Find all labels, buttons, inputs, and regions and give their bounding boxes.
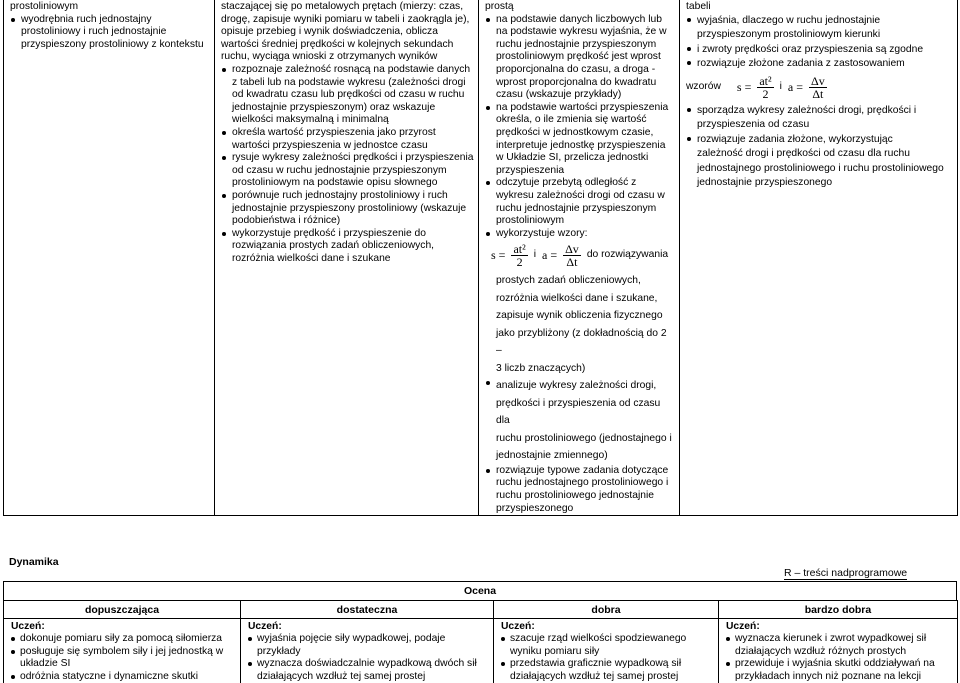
kinematics-formula: [485, 243, 675, 268]
list-item: przewiduje i wyjaśnia skutki oddziaływań na przykładach innych niż poznane na lekcji: [726, 658, 954, 683]
grades-table: [3, 600, 958, 683]
fraction-a: [809, 75, 827, 100]
lead-text: Uczeń:: [248, 621, 282, 632]
formula-joiner: i: [533, 249, 536, 261]
list-item: rozwiązuje złożone zadania z zastosowaniem: [686, 57, 953, 72]
col4-list: [686, 14, 953, 72]
list-item: określa wartość przyspieszenia jako przyrost wartości przyspieszenia w jednostce czasu: [221, 127, 474, 152]
fraction-denominator: Δt: [812, 86, 824, 101]
fraction-numerator: at²: [513, 242, 526, 257]
list-item: wykorzystuje wzory:: [485, 228, 675, 241]
list-item: wyjaśnia, dlaczego w ruchu jednostajnie przyspieszonym prostoliniowym kierunki: [686, 14, 953, 43]
col4-top-line: tabeli: [686, 1, 711, 12]
text-line: rozwiązuje typowe zadania dotyczące: [496, 464, 669, 476]
text-line: analizuje wykresy zależności drogi,: [496, 380, 657, 392]
col-dostateczna: [215, 0, 479, 516]
list-item: odróżnia statyczne i dynamiczne skutki: [11, 671, 237, 683]
text-line: zapisuje wynik obliczenia fizycznego: [496, 310, 663, 322]
grade-cell: [719, 619, 958, 683]
list-item: porównuje ruch jednostajny prostoliniowy i ruch jednostajnie przyspieszony prostoliniowy (wskazuje podobieństwa i różnice): [221, 190, 474, 228]
list-item: dokonuje pomiaru siły za pomocą siłomierza: [11, 633, 237, 645]
text-line: jako przybliżony (z dokładnością do 2 –: [496, 327, 667, 357]
col-dobra: [479, 0, 680, 516]
list-item: na podstawie wartości przyspieszenia określa, o ile zmienia się wartość prędkości w jednostkowym czasie, interpretuje jednostkę przyspieszenia w Układzie SI, przelicza jednostki przyspieszenia: [485, 102, 675, 178]
list-item: [485, 465, 675, 515]
ocena-header: Ocena: [3, 581, 957, 601]
fraction-s: [511, 243, 527, 268]
r-note-text: R – treści nadprogramowe: [784, 567, 908, 579]
formula-suffix: do rozwiązywania: [586, 249, 669, 261]
grade-cell: [241, 619, 494, 683]
formula-joiner: i: [779, 80, 782, 92]
grade-header: dostateczna: [241, 601, 494, 619]
list-item: posługuje się symbolem siły i jej jednostką w układzie SI: [11, 646, 237, 671]
formula-a-lhs: a =: [787, 79, 803, 94]
col4-list-after: [686, 104, 953, 148]
list-item: [485, 377, 675, 465]
grade-list: [501, 633, 715, 683]
list-item: wyjaśnia pojęcie siły wypadkowej, podaje przykłady: [248, 633, 490, 658]
col3-loose-block: [485, 272, 675, 377]
list-item: wyznacza kierunek i zwrot wypadkowej sił działających wzdłuż różnych prostych: [726, 633, 954, 658]
col3-list: [485, 14, 675, 241]
lead-text: Uczeń:: [11, 621, 45, 632]
grade-list: [248, 633, 490, 683]
list-item: rozpoznaje zależność rosnącą na podstawie danych z tabeli lub na podstawie wykresu (zależności drogi od kwadratu czasu lub prędkości od czasu w ruchu jednostajnie przyspieszonym) oraz wskazuje wielkości maksymalną i minimalną: [221, 64, 474, 127]
fraction-numerator: Δv: [565, 242, 579, 257]
fraction-denominator: 2: [516, 255, 523, 270]
col4-continuation: [686, 147, 953, 191]
list-item: wyodrębnia ruch jednostajny prostoliniowy i ruch jednostajnie przyspieszony prostoliniowy z kontekstu: [10, 14, 210, 52]
list-item: rozwiązuje zadania złożone, wykorzystując: [686, 133, 953, 148]
fraction-a: [563, 243, 581, 268]
list-item: wyznacza doświadczalnie wypadkową dwóch sił działających wzdłuż tej samej prostej: [248, 658, 490, 683]
formula-prefix: wzorów: [686, 80, 721, 92]
grade-header: dobra: [494, 601, 719, 619]
grade-header: dopuszczająca: [4, 601, 241, 619]
list-item: przedstawia graficznie wypadkową sił działających wzdłuż tej samej prostej: [501, 658, 715, 683]
list-item: na podstawie danych liczbowych lub na podstawie wykresu wyjaśnia, że w ruchu jednostajnie przyspieszonym prostoliniowym prędkość jest wprost proporcjonalna do czasu, a droga - wprost proporcjonalna do kwadratu czasu (wskazuje przykłady): [485, 14, 675, 102]
text-line: ruchu prostoliniowego (jednostajnego i: [496, 432, 672, 444]
text-line: 3 liczb znaczących): [496, 362, 586, 374]
formula-a-lhs: a =: [542, 248, 558, 263]
list-item: rysuje wykresy zależności prędkości i przyspieszenia od czasu w ruchu jednostajnie przyspieszonym prostoliniowym na podstawie opisu słownego: [221, 152, 474, 190]
grade-list: [726, 633, 954, 683]
text-line: prędkości i przyspieszenia od czasu dla: [496, 397, 661, 427]
col-bardzo-dobra: [680, 0, 958, 516]
list-item: odczytuje przebytą odległość z wykresu zależności drogi od czasu w ruchu jednostajnie przyspieszonym prostoliniowym: [485, 177, 675, 227]
col1-list: [10, 14, 210, 52]
text-line: przyspieszonego: [496, 502, 574, 514]
grade-header: bardzo dobra: [719, 601, 958, 619]
text-line: rozróżnia wielkości dane i szukane,: [496, 292, 658, 304]
fraction-s: [757, 75, 773, 100]
col-dopuszczajaca: [4, 0, 215, 516]
fraction-denominator: 2: [762, 86, 769, 101]
text-line: jednostajnego prostoliniowego i ruchu prostoliniowego jednostajnie przyspieszonego: [697, 162, 944, 189]
fraction-denominator: Δt: [566, 255, 578, 270]
text-line: jednostajnie zmiennego): [496, 450, 608, 462]
text-line: prostych zadań obliczeniowych,: [496, 275, 641, 287]
fraction-numerator: at²: [759, 73, 772, 88]
upper-curriculum-table: [3, 0, 958, 516]
list-item: szacuje rząd wielkości spodziewanego wyniku pomiaru siły: [501, 633, 715, 658]
lead-text: Uczeń:: [726, 621, 760, 632]
col1-top-line: prostoliniowym: [10, 1, 79, 12]
fraction-numerator: Δv: [811, 73, 825, 88]
col3-loose-list: [485, 377, 675, 515]
section-title: Dynamika: [9, 556, 59, 568]
formula-wzorow: [686, 75, 953, 100]
list-item: sporządza wykresy zależności drogi, prędkości i przyspieszenia od czasu: [686, 104, 953, 133]
col3-top-line: prostą: [485, 1, 514, 12]
grade-cell: [4, 619, 241, 683]
list-item: wykorzystuje prędkość i przyspieszenie do rozwiązania prostych zadań obliczeniowych, rozróżnia wielkości dane i szukane: [221, 228, 474, 266]
formula-s-lhs: s =: [736, 79, 752, 94]
list-item: i zwroty prędkości oraz przyspieszenia są zgodne: [686, 43, 953, 58]
text-line: zależność drogi i prędkości od czasu dla ruchu: [697, 148, 910, 160]
col2-list: [221, 64, 474, 266]
r-note: [784, 567, 907, 579]
text-line: ruchu prostoliniowego jednostajnie: [496, 489, 654, 501]
text-line: ruchu jednostajnego prostoliniowego i: [496, 477, 669, 489]
grade-list: [11, 633, 237, 683]
formula-s-lhs: s =: [491, 248, 506, 263]
grade-cell: [494, 619, 719, 683]
lead-text: Uczeń:: [501, 621, 535, 632]
col2-intro: staczającej się po metalowych prętach (mierzy: czas, drogę, zapisuje wyniki pomiaru w tabeli i zaokrągla je), opisuje przebieg i wynik doświadczenia, oblicza wartości średniej prędkości w kolejnych sekundach ruchu, wyciąga wnioski z otrzymanych wyników: [221, 1, 470, 63]
